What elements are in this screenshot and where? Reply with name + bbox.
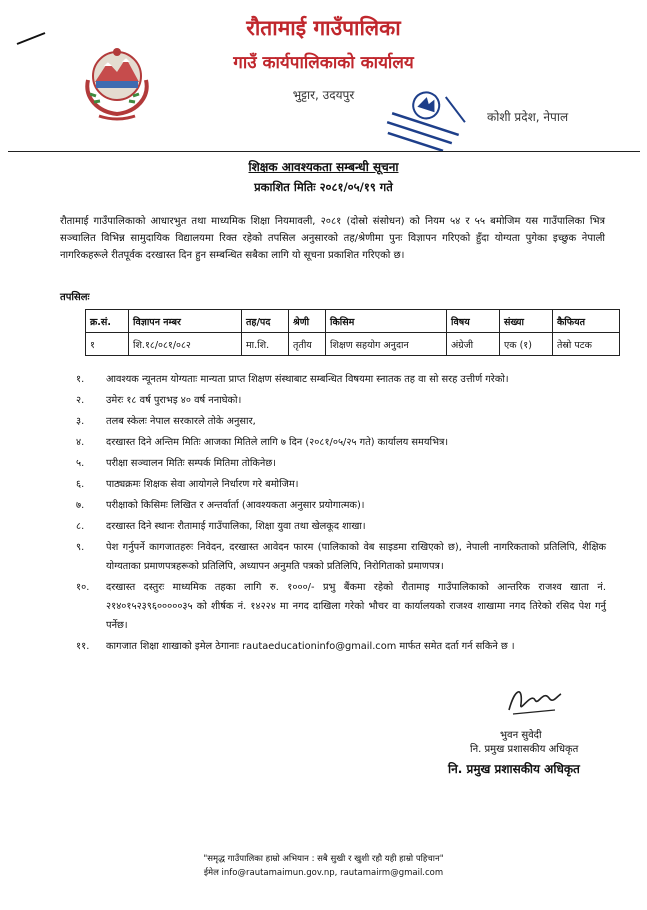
item-text: पाठ्यक्रमः शिक्षक सेवा आयोगले निर्धारण गरे बमोजिम। <box>106 479 299 490</box>
list-item <box>76 391 606 410</box>
cell-level: मा.शि. <box>242 333 289 356</box>
signatory-name: भुवन सुवेदी <box>500 730 542 741</box>
list-item <box>76 637 606 656</box>
item-number: ११. <box>76 641 90 652</box>
col-header-ad-number: विज्ञापन नम्बर <box>129 310 242 333</box>
item-number: ३. <box>76 416 85 427</box>
cell-subject: अंग्रेजी <box>447 333 500 356</box>
footer-email: ईमेल info@rautamaimun.gov.np, rautamairm@gmail.com <box>203 868 444 878</box>
item-number: ९. <box>76 542 85 553</box>
item-number: २. <box>76 395 85 406</box>
list-item <box>76 412 606 431</box>
header-divider <box>8 151 640 152</box>
item-text: कागजात शिक्षा शाखाको इमेल ठेगानाः rautaeducationinfo@gmail.com मार्फत समेत दर्ता गर्न सकिने छ । <box>106 641 515 652</box>
item-number: ५. <box>76 458 85 469</box>
list-item <box>76 475 606 494</box>
list-item <box>76 433 606 452</box>
item-text: दरखास्त दिने स्थानः रौतामाई गाउँपालिका, शिक्षा युवा तथा खेलकूद शाखा। <box>106 521 366 532</box>
province-name: कोशी प्रदेश, नेपाल <box>487 110 569 124</box>
office-stamp <box>378 84 474 154</box>
col-header-sn: क्र.सं. <box>86 310 129 333</box>
table-header-row <box>86 310 620 333</box>
tapasil-label: तपसिलः <box>60 292 90 303</box>
item-text: परीक्षाको किसिमः लिखित र अन्तर्वार्ता (आवश्यकता अनुसार प्रयोगात्मक)। <box>106 500 365 511</box>
col-header-remarks: कैफियत <box>553 310 620 333</box>
intro-paragraph: रौतामाई गाउँपालिकाको आधारभुत तथा माध्यमिक शिक्षा नियमावली, २०८१ (दोस्रो संसोधन) को नियम ५४ र ५५ बमोजिम यस गाउँपालिका भित्र सञ्चालित विभिन्न सामुदायिक विद्यालयमा रिक्त रहेको तपसिल अनुसारको तह/श्रेणीमा पुनः विज्ञापन गरिएको हुँदा योग्यता पुगेका इच्छुक नेपाली नागरिकहरूले रीतपूर्वक दरखास्त दिन हुन सम्बन्धित सबैका लागि यो सूचना प्रकाशित गरिएको छ। <box>60 216 605 261</box>
list-item <box>76 538 606 576</box>
signatory-stamp-title: नि. प्रमुख प्रशासकीय अधिकृत <box>448 762 580 776</box>
item-text: उमेरः १८ वर्ष पुराभइ ४० वर्ष ननाघेको। <box>106 395 242 406</box>
table-row <box>86 333 620 356</box>
item-text: तलब स्केलः नेपाल सरकारले तोके अनुसार, <box>106 416 256 427</box>
cell-remarks: तेस्रो पटक <box>553 333 620 356</box>
signatory-title: नि. प्रमुख प्रशासकीय अधिकृत <box>470 744 579 755</box>
notice-subject: शिक्षक आवश्यकता सम्बन्धी सूचना <box>248 160 399 174</box>
item-number: ६. <box>76 479 85 490</box>
cell-sn: १ <box>86 333 129 356</box>
col-header-grade: श्रेणी <box>289 310 326 333</box>
item-text: दरखास्त दिने अन्तिम मितिः आजका मितिले लागि ७ दिन (२०८१/०५/२५ गते) कार्यालय समयभित्र। <box>106 437 449 448</box>
item-number: ८. <box>76 521 85 532</box>
list-item <box>76 454 606 473</box>
item-number: ४. <box>76 437 85 448</box>
municipality-name: रौतामाई गाउँपालिका <box>246 16 401 40</box>
list-item <box>76 496 606 515</box>
item-text: पेश गर्नुपर्ने कागजातहरुः निवेदन, दरखास्त आवेदन फारम (पालिकाको वेब साइडमा राखिएको छ), नेपाली नागरिकताको प्रतिलिपि, शैक्षिक योग्यताका प्रमाणपत्रहरूको प्रतिलिपि, अध्यापन अनुमति पत्रको प्रतिलिपि, निरोगिताको प्रमाणपत्र। <box>106 542 606 572</box>
col-header-type: किसिम <box>326 310 447 333</box>
item-text: परीक्षा सञ्चालन मितिः सम्पर्क मितिमा तोकिनेछ। <box>106 458 276 469</box>
col-header-subject: विषय <box>447 310 500 333</box>
signature <box>505 680 565 720</box>
item-number: १. <box>76 374 85 385</box>
item-number: १०. <box>76 582 90 593</box>
list-item <box>76 370 606 389</box>
item-number: ७. <box>76 500 85 511</box>
col-header-level: तह/पद <box>242 310 289 333</box>
cell-count: एक (१) <box>500 333 553 356</box>
footer-motto: "समृद्ध गाउँपालिका हाम्रो अभियान : सबै सुखी र खुशी रहौ यही हाम्रो पहिचान" <box>203 854 444 864</box>
item-text: दरखास्त दस्तुरः माध्यमिक तहका लागि रु. १०००/- प्रभु बैंकमा रहेको रौतामाइ गाउँपालिकाको आन्तरिक राजश्व खाता नं. २१४०१५२३९६०००००३५ को शीर्षक नं. १४२२४ मा नगद दाखिला गरेको भौचर वा कार्यालयको राजश्व शाखामा नगद तिरेको रसिद पेश गर्नु पर्नेछ। <box>106 582 606 631</box>
col-header-count: संख्या <box>500 310 553 333</box>
cell-ad-number: शि.१८/०८१/०८२ <box>129 333 242 356</box>
published-date: प्रकाशित मितिः २०८१/०५/१९ गते <box>254 180 393 194</box>
conditions-list <box>76 370 606 658</box>
cell-grade: तृतीय <box>289 333 326 356</box>
office-address: भुट्टार, उदयपुर <box>292 88 355 102</box>
list-item <box>76 517 606 536</box>
list-item <box>76 578 606 635</box>
cell-type: शिक्षण सहयोग अनुदान <box>326 333 447 356</box>
vacancy-table <box>85 309 620 356</box>
office-name: गाउँ कार्यपालिकाको कार्यालय <box>233 53 414 73</box>
item-text: आवश्यक न्यूनतम योग्यताः मान्यता प्राप्त शिक्षण संस्थाबाट सम्बन्धित विषयमा स्नातक तह वा सो सरह उत्तीर्ण गरेको। <box>106 374 509 385</box>
